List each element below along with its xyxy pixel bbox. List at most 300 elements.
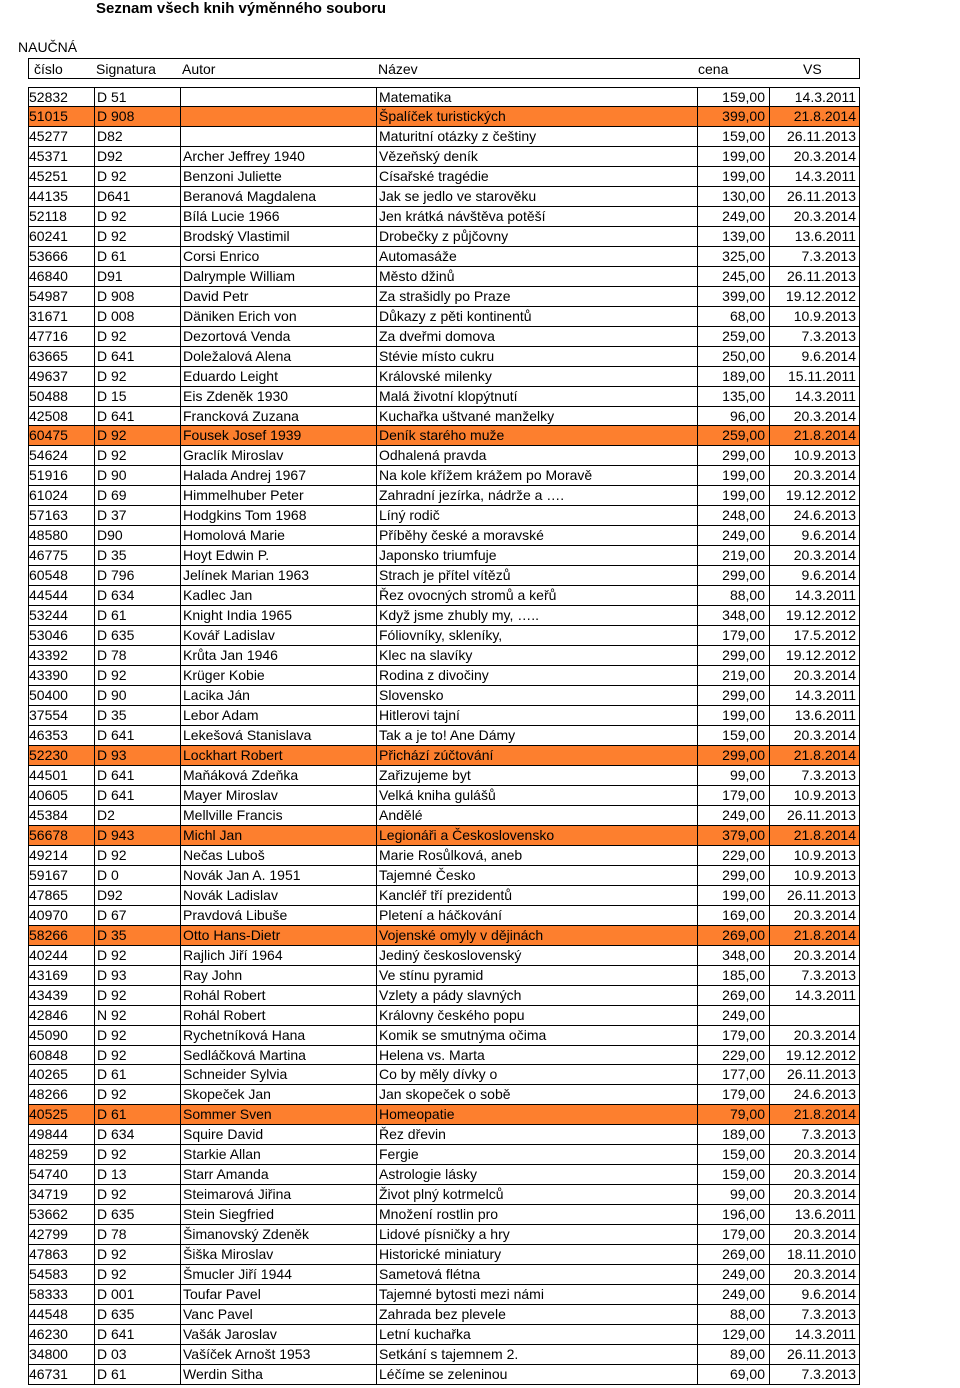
cell-signature: D 635 (95, 626, 181, 645)
cell-price: 250,00 (698, 347, 770, 366)
cell-title: Sametová flétna (377, 1265, 698, 1284)
cell-author (181, 127, 377, 146)
cell-author: Benzoni Juliette (181, 167, 377, 186)
cell-title: Léčíme se zeleninou (377, 1365, 698, 1384)
cell-title: Město džinů (377, 267, 698, 286)
table-row (28, 167, 860, 187)
cell-price: 269,00 (698, 926, 770, 945)
cell-author: Sommer Sven (181, 1105, 377, 1124)
cell-author: Šiška Miroslav (181, 1245, 377, 1264)
table-row (28, 1265, 860, 1285)
cell-date: 7.3.2013 (801, 327, 856, 344)
cell-signature: D 92 (95, 1185, 181, 1204)
table-row (28, 906, 860, 926)
cell-date: 20.3.2014 (793, 1266, 856, 1283)
column-header-number: číslo (34, 61, 63, 77)
cell-signature: D 92 (95, 167, 181, 186)
cell-number: 47863 (29, 1245, 95, 1264)
cell-price: 179,00 (698, 786, 770, 805)
cell-author: Šmucler Jiří 1944 (181, 1265, 377, 1284)
cell-signature: D92 (95, 147, 181, 166)
cell-author: Hoyt Edwin P. (181, 546, 377, 565)
cell-price: 229,00 (698, 1046, 770, 1065)
cell-author: Himmelhuber Peter (181, 486, 377, 505)
cell-author: Skopeček Jan (181, 1085, 377, 1104)
table-row (28, 626, 860, 646)
cell-author: Fousek Josef 1939 (181, 426, 377, 445)
column-header-author: Autor (182, 61, 216, 77)
cell-date: 10.9.2013 (793, 786, 856, 803)
cell-price: 99,00 (698, 766, 770, 785)
cell-number: 44544 (29, 586, 95, 605)
cell-title: Astrologie lásky (377, 1165, 698, 1184)
cell-price: 179,00 (698, 1085, 770, 1104)
cell-number: 47716 (29, 327, 95, 346)
cell-price: 196,00 (698, 1205, 770, 1224)
cell-title: Co by měly dívky o (377, 1065, 698, 1084)
table-row (28, 986, 860, 1006)
cell-number: 60848 (29, 1046, 95, 1065)
cell-date: 26.11.2013 (786, 1066, 856, 1083)
cell-date: 20.3.2014 (793, 147, 856, 164)
cell-title: Malá životní klopýtnutí (377, 387, 698, 406)
cell-signature: D 61 (95, 1105, 181, 1124)
table-row (28, 486, 860, 506)
cell-number: 50488 (29, 387, 95, 406)
page-title: Seznam všech knih výměnného souboru (96, 0, 387, 17)
table-row (28, 1065, 860, 1085)
table-row (28, 806, 860, 826)
table-row (28, 87, 860, 107)
cell-signature: D 92 (95, 426, 181, 445)
cell-title: Jen krátká návštěva potěší (377, 207, 698, 226)
cell-number: 54987 (29, 287, 95, 306)
table-row (28, 466, 860, 486)
table-row (28, 1046, 860, 1066)
cell-date: 20.3.2014 (793, 667, 856, 684)
cell-title: Slovensko (377, 686, 698, 705)
cell-signature: D 92 (95, 327, 181, 346)
cell-signature: D 90 (95, 466, 181, 485)
cell-title: Příběhy české a moravské (377, 526, 698, 545)
cell-date: 21.8.2014 (793, 826, 856, 843)
cell-author: Halada Andrej 1967 (181, 466, 377, 485)
cell-date: 21.8.2014 (793, 926, 856, 943)
cell-signature: D 78 (95, 646, 181, 665)
table-row (28, 1026, 860, 1046)
cell-number: 43169 (29, 966, 95, 985)
table-row (28, 1085, 860, 1105)
cell-price: 299,00 (698, 446, 770, 465)
cell-title: Císařské tragédie (377, 167, 698, 186)
cell-date: 14.3.2011 (794, 986, 856, 1003)
table-row (28, 1345, 860, 1365)
cell-title: Za dveřmi domova (377, 327, 698, 346)
cell-date: 13.6.2011 (794, 707, 856, 724)
cell-price: 129,00 (698, 1325, 770, 1344)
cell-price: 248,00 (698, 506, 770, 525)
table-row-highlighted (28, 107, 860, 127)
cell-title: Pletení a háčkování (377, 906, 698, 925)
cell-price: 325,00 (698, 247, 770, 266)
cell-signature: D82 (95, 127, 181, 146)
cell-signature: D 92 (95, 446, 181, 465)
table-row-highlighted (28, 426, 860, 446)
cell-date: 20.3.2014 (793, 1166, 856, 1183)
table-row (28, 686, 860, 706)
cell-date: 19.12.2012 (785, 487, 856, 504)
cell-number: 46353 (29, 726, 95, 745)
cell-title: Kuchařka uštvané manželky (377, 407, 698, 426)
cell-number: 50400 (29, 686, 95, 705)
cell-signature: D 93 (95, 966, 181, 985)
cell-signature: D 92 (95, 227, 181, 246)
table-row (28, 1325, 860, 1345)
cell-date: 20.3.2014 (793, 906, 856, 923)
cell-number: 43439 (29, 986, 95, 1005)
cell-price: 348,00 (698, 606, 770, 625)
cell-date: 7.3.2013 (801, 1126, 856, 1143)
cell-price: 229,00 (698, 846, 770, 865)
cell-price: 159,00 (698, 1165, 770, 1184)
cell-price: 249,00 (698, 806, 770, 825)
cell-author: Archer Jeffrey 1940 (181, 147, 377, 166)
cell-title: Množení rostlin pro (377, 1205, 698, 1224)
cell-signature: D 641 (95, 1325, 181, 1344)
table-header (28, 58, 860, 79)
cell-signature: D 634 (95, 1125, 181, 1144)
cell-signature: D 92 (95, 1145, 181, 1164)
cell-author: Lacika Ján (181, 686, 377, 705)
cell-date: 9.6.2014 (801, 347, 856, 364)
cell-signature: D 92 (95, 986, 181, 1005)
cell-title: Jediný československý (377, 946, 698, 965)
cell-date: 20.3.2014 (793, 1226, 856, 1243)
cell-number: 42846 (29, 1006, 95, 1025)
cell-author: Rohál Robert (181, 1006, 377, 1025)
cell-price: 259,00 (698, 426, 770, 445)
cell-price: 249,00 (698, 207, 770, 226)
cell-title: Jan skopeček o sobě (377, 1085, 698, 1104)
cell-signature: D 92 (95, 207, 181, 226)
cell-number: 37554 (29, 706, 95, 725)
cell-price: 135,00 (698, 387, 770, 406)
cell-title: Automasáže (377, 247, 698, 266)
cell-author: Beranová Magdalena (181, 187, 377, 206)
cell-title: Komik se smutnýma očima (377, 1026, 698, 1045)
table-row (28, 586, 860, 606)
cell-date: 14.3.2011 (794, 89, 856, 105)
cell-signature: D 35 (95, 546, 181, 565)
table-row (28, 1145, 860, 1165)
cell-price: 259,00 (698, 327, 770, 346)
cell-author: Francková Zuzana (181, 407, 377, 426)
cell-price: 185,00 (698, 966, 770, 985)
cell-author: Rajlich Jiří 1964 (181, 946, 377, 965)
cell-number: 52118 (29, 207, 95, 226)
cell-number: 34800 (29, 1345, 95, 1364)
cell-date: 14.3.2011 (794, 687, 856, 704)
cell-title: Strach je přítel vítězů (377, 566, 698, 585)
cell-signature: D92 (95, 886, 181, 905)
table-row (28, 1006, 860, 1026)
cell-date: 9.6.2014 (801, 527, 856, 544)
cell-date: 9.6.2014 (801, 1286, 856, 1303)
cell-date: 20.3.2014 (793, 946, 856, 963)
cell-title: Deník starého muže (377, 426, 698, 445)
table-row (28, 526, 860, 546)
cell-signature: D 634 (95, 586, 181, 605)
cell-title: Setkání s tajemnem 2. (377, 1345, 698, 1364)
cell-signature: D 92 (95, 1026, 181, 1045)
cell-number: 31671 (29, 307, 95, 326)
table-row (28, 786, 860, 806)
cell-number: 40244 (29, 946, 95, 965)
cell-price: 130,00 (698, 187, 770, 206)
cell-date: 18.11.2010 (786, 1246, 856, 1263)
table-row (28, 946, 860, 966)
cell-title: Odhalená pravda (377, 446, 698, 465)
cell-number: 54624 (29, 446, 95, 465)
cell-number: 45371 (29, 147, 95, 166)
cell-author (181, 88, 377, 106)
table-row (28, 646, 860, 666)
cell-author: Stein Siegfried (181, 1205, 377, 1224)
cell-price: 88,00 (698, 1305, 770, 1324)
cell-price: 96,00 (698, 407, 770, 426)
table-row (28, 866, 860, 886)
cell-price: 299,00 (698, 686, 770, 705)
cell-number: 40265 (29, 1065, 95, 1084)
cell-price: 249,00 (698, 1265, 770, 1284)
column-header-title: Název (378, 61, 418, 77)
cell-number: 45090 (29, 1026, 95, 1045)
cell-number: 45251 (29, 167, 95, 186)
cell-number: 56678 (29, 826, 95, 845)
cell-price: 199,00 (698, 706, 770, 725)
cell-signature: D 641 (95, 407, 181, 426)
cell-title: Tak a je to! Ane Dámy (377, 726, 698, 745)
cell-author: Schneider Sylvia (181, 1065, 377, 1084)
cell-signature: D 90 (95, 686, 181, 705)
cell-author: Novák Ladislav (181, 886, 377, 905)
cell-signature: D91 (95, 267, 181, 286)
cell-title: Když jsme zhubly my, ….. (377, 606, 698, 625)
cell-title: Zahradní jezírka, nádrže a …. (377, 486, 698, 505)
table-row (28, 1285, 860, 1305)
cell-author: Vašák Jaroslav (181, 1325, 377, 1344)
table-row (28, 966, 860, 986)
cell-date: 7.3.2013 (801, 766, 856, 783)
cell-number: 40970 (29, 906, 95, 925)
table-row (28, 666, 860, 686)
cell-number: 40525 (29, 1105, 95, 1124)
cell-title: Fergie (377, 1145, 698, 1164)
cell-number: 53662 (29, 1205, 95, 1224)
cell-price: 99,00 (698, 1185, 770, 1204)
cell-price: 179,00 (698, 626, 770, 645)
table-row (28, 247, 860, 267)
cell-number: 48259 (29, 1145, 95, 1164)
table-row (28, 566, 860, 586)
cell-title: Vzlety a pády slavných (377, 986, 698, 1005)
table-row (28, 127, 860, 147)
cell-title: Marie Rosůlková, aneb (377, 846, 698, 865)
cell-title: Život plný kotrmelců (377, 1185, 698, 1204)
cell-title: Špalíček turistických (377, 107, 698, 126)
cell-signature: D 92 (95, 666, 181, 685)
cell-date: 9.6.2014 (801, 567, 856, 584)
cell-author: Krüger Kobie (181, 666, 377, 685)
cell-title: Helena vs. Marta (377, 1046, 698, 1065)
cell-signature: D 13 (95, 1165, 181, 1184)
cell-price: 69,00 (698, 1365, 770, 1384)
cell-price: 299,00 (698, 746, 770, 765)
table-row (28, 1205, 860, 1225)
cell-number: 46840 (29, 267, 95, 286)
cell-signature: D 641 (95, 726, 181, 745)
cell-signature: D 92 (95, 1265, 181, 1284)
cell-number: 44548 (29, 1305, 95, 1324)
cell-date: 20.3.2014 (793, 467, 856, 484)
cell-price: 159,00 (698, 88, 770, 106)
cell-price: 179,00 (698, 1225, 770, 1244)
cell-date: 26.11.2013 (786, 267, 856, 284)
cell-author: Michl Jan (181, 826, 377, 845)
cell-title: Přichází zúčtování (377, 746, 698, 765)
cell-number: 42799 (29, 1225, 95, 1244)
cell-price: 399,00 (698, 287, 770, 306)
cell-number: 57163 (29, 506, 95, 525)
table-row (28, 1365, 860, 1385)
cell-author: Lekešová Stanislava (181, 726, 377, 745)
cell-author: Werdin Sitha (181, 1365, 377, 1384)
cell-signature: D 37 (95, 506, 181, 525)
cell-signature: D 641 (95, 786, 181, 805)
cell-signature: D2 (95, 806, 181, 825)
cell-author: Vanc Pavel (181, 1305, 377, 1324)
column-header-price: cena (698, 61, 729, 77)
cell-signature: D90 (95, 526, 181, 545)
cell-author: Starkie Allan (181, 1145, 377, 1164)
table-row (28, 606, 860, 626)
table-row (28, 886, 860, 906)
cell-price: 269,00 (698, 1245, 770, 1264)
cell-date (770, 1006, 859, 1025)
table-row (28, 766, 860, 786)
cell-title: Japonsko triumfuje (377, 546, 698, 565)
cell-date: 20.3.2014 (793, 1186, 856, 1203)
cell-title: Homeopatie (377, 1105, 698, 1124)
cell-price: 299,00 (698, 646, 770, 665)
cell-number: 43392 (29, 646, 95, 665)
cell-number: 48266 (29, 1085, 95, 1104)
cell-date: 15.11.2011 (788, 367, 856, 384)
cell-number: 58333 (29, 1285, 95, 1304)
cell-author: Dalrymple William (181, 267, 377, 286)
cell-signature: D 641 (95, 766, 181, 785)
cell-signature: D 92 (95, 1046, 181, 1065)
cell-title: Důkazy z pěti kontinentů (377, 307, 698, 326)
cell-price: 299,00 (698, 566, 770, 585)
cell-title: Velká kniha gulášů (377, 786, 698, 805)
table-row (28, 387, 860, 407)
cell-price: 249,00 (698, 526, 770, 545)
cell-author: Hodgkins Tom 1968 (181, 506, 377, 525)
cell-date: 7.3.2013 (801, 966, 856, 983)
cell-author: Maňáková Zdeňka (181, 766, 377, 785)
table-row (28, 446, 860, 466)
cell-title: Historické miniatury (377, 1245, 698, 1264)
cell-author: Otto Hans-Dietr (181, 926, 377, 945)
cell-title: Řez dřevin (377, 1125, 698, 1144)
cell-number: 60241 (29, 227, 95, 246)
cell-date: 21.8.2014 (793, 746, 856, 763)
cell-price: 269,00 (698, 986, 770, 1005)
cell-author: Corsi Enrico (181, 247, 377, 266)
cell-price: 348,00 (698, 946, 770, 965)
cell-date: 10.9.2013 (793, 447, 856, 464)
cell-signature: D 796 (95, 566, 181, 585)
cell-title: Klec na slavíky (377, 646, 698, 665)
cell-date: 13.6.2011 (794, 227, 856, 244)
cell-price: 189,00 (698, 1125, 770, 1144)
cell-author: Jelínek Marian 1963 (181, 566, 377, 585)
cell-author: Eis Zdeněk 1930 (181, 387, 377, 406)
cell-date: 26.11.2013 (786, 127, 856, 144)
cell-price: 189,00 (698, 367, 770, 386)
table-row (28, 846, 860, 866)
table-row (28, 267, 860, 287)
cell-date: 10.9.2013 (793, 307, 856, 324)
cell-price: 177,00 (698, 1065, 770, 1084)
cell-date: 21.8.2014 (793, 427, 856, 444)
cell-date: 19.12.2012 (785, 607, 856, 624)
table-row (28, 1225, 860, 1245)
cell-date: 7.3.2013 (801, 1366, 856, 1382)
cell-title: Královské milenky (377, 367, 698, 386)
cell-signature: D 908 (95, 107, 181, 126)
cell-title: Stévie místo cukru (377, 347, 698, 366)
cell-signature: D 93 (95, 746, 181, 765)
cell-price: 249,00 (698, 1006, 770, 1025)
cell-signature: D 908 (95, 287, 181, 306)
cell-number: 46731 (29, 1365, 95, 1384)
cell-author: Graclík Miroslav (181, 446, 377, 465)
cell-signature: D 92 (95, 367, 181, 386)
cell-author: Homolová Marie (181, 526, 377, 545)
cell-title: Vojenské omyly v dějinách (377, 926, 698, 945)
cell-signature: D 635 (95, 1305, 181, 1324)
cell-signature: D 15 (95, 387, 181, 406)
table-row (28, 546, 860, 566)
cell-author: Squire David (181, 1125, 377, 1144)
cell-number: 59167 (29, 866, 95, 885)
table-row-highlighted (28, 1105, 860, 1125)
cell-author: Starr Amanda (181, 1165, 377, 1184)
cell-signature: D 03 (95, 1345, 181, 1364)
cell-author: Vašíček Arnošt 1953 (181, 1345, 377, 1364)
cell-date: 7.3.2013 (801, 247, 856, 264)
cell-author: Pravdová Libuše (181, 906, 377, 925)
cell-number: 54740 (29, 1165, 95, 1184)
cell-author: Knight India 1965 (181, 606, 377, 625)
table-row (28, 506, 860, 526)
cell-title: Líný rodič (377, 506, 698, 525)
cell-date: 24.6.2013 (793, 507, 856, 524)
cell-author: Sedláčková Martina (181, 1046, 377, 1065)
cell-title: Legionáři a Československo (377, 826, 698, 845)
